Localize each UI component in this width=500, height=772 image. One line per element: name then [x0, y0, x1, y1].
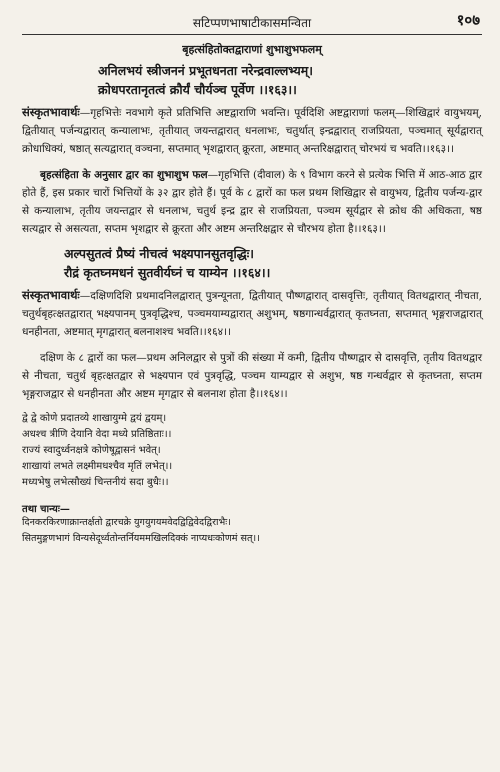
commentary-text: —गृहभित्तेः नवभागे कृते प्रतिभित्ति अष्टद्वाराणि भवन्ति। पूर्वदिशि अष्टद्वाराणां फलम्—शिखिद्वारं वायुभयम्, द्वितीयात् पर्जन्यद्वारात् कन्यालाभः, तृतीयात् जयन्तद्वारात् धनलाभः, चतुर्थात् इन्द्रद्वारात् राजप्रियता, पञ्चमात् सूर्यद्वारात् क्रोधाधिक्यं, षष्ठात् सत्यद्वारात् वञ्चना, सप्तमात् भृशद्वारात् क्रूरता, अष्टमात् अन्तरिक्षद्वारात् चोरभयं च भवति।।१६३।। [22, 107, 482, 155]
commentary-text: —दक्षिणदिशि प्रथमादनिलद्वारात् पुत्रन्यूनता, द्वितीयात् पौष्णद्वारात् दासवृत्तिः, तृतीयात् वितथद्वारात् नीचता, चतुर्थबृहत्क्षतद्वारात् भक्ष्यपानम् पुत्रवृद्धिश्च, पञ्चमयाम्यद्वारात् अशुभम्, षष्ठगान्धर्वद्वारात् कृतघ्नता, सप्तमात् भृङ्गराजद्वारात् धनहीनता, अष्टमात् मृगद्वारात् बलनाशश्च भवति।।१६४।। [22, 290, 482, 338]
verse-line: अनिलभयं स्त्रीजननं प्रभूतधनता नरेन्द्रवाल्लभ्यम्। [98, 63, 313, 78]
hindi-heading: बृहत्संहिता के अनुसार द्वार का शुभाशुभ फल [40, 169, 208, 181]
page-number: १०७ [456, 11, 480, 29]
page-header [22, 0, 482, 40]
quoted-line: मध्यभेषु लभेत्सौख्यं चिन्तनीयं सदा बुधैः।। [22, 477, 169, 488]
verse-163 [22, 61, 482, 99]
header-rule [22, 34, 482, 35]
quoted-verses [22, 411, 482, 491]
also-verses [22, 515, 482, 547]
quoted-line: अधश्च त्रीणि देयानि वेदा मध्ये प्रतिष्ठिताः।। [22, 429, 172, 440]
also-line: सितमुङ्गणभागं विन्यसेदूर्ध्वतोन्तर्नियममखिलदिक्कं नाप्यधःकोणमं सत्।। [22, 533, 260, 544]
sanskrit-commentary-164 [22, 286, 482, 341]
verse-line: रौद्रं कृतघ्नमधनं सुतवीर्यघ्नं च याम्येन ।।१६४।। [64, 265, 271, 280]
quoted-line: राज्यं स्वादुर्ध्वनक्षत्रे कोणेषूद्वासनं भवेत्। [22, 445, 161, 456]
verse-line: अल्पसुतत्वं प्रैष्यं नीचत्वं भक्ष्यपानसुतवृद्धिः। [64, 246, 254, 261]
quoted-line: शाखायां लभते लक्ष्मीमधश्चैव मृतिं लभेत्।। [22, 461, 173, 472]
also-line: दिनकरकिरणाक्रान्तर्क्षतो द्वारचक्रे युगयुगयमवेदद्विद्विवेदद्विराभैः। [22, 517, 231, 528]
hindi-text: —गृहभित्ति (दीवाल) के ९ विभाग करने से प्रत्येक भित्ति में आठ-आठ द्वार होते हैं, इस प्रकार चारों भित्तियों के ३२ द्वार होते हैं। पूर्व के ८ द्वारों का फल प्रथम शिखिद्वार से वायुभय, द्वितीय पर्जन्य-द्वार से कन्यालाभ, तृतीय जयन्तद्वार से धनलाभ, चतुर्थ इन्द्र द्वार से राजप्रियता, पञ्चम सूर्यद्वार से क्रोध की अधिकता, षष्ठ सत्यद्वार से असत्यता, सप्तम भृशद्वार से क्रूरता और अष्टम अन्तरिक्षद्वार से चौरभय होता है।।१६३।। [22, 169, 483, 235]
verse-line: क्रोधपरतानृतत्वं क्रौर्यं चौर्यञ्च पूर्वेण ।।१६३।। [98, 82, 297, 97]
commentary-label: संस्कृतभावार्थः [22, 105, 80, 119]
also-label: तथा चान्यः— [22, 504, 70, 515]
commentary-label: संस्कृतभावार्थः [22, 288, 80, 302]
running-head: सटिप्पणभाषाटीकासमन्विता [192, 16, 312, 30]
hindi-commentary-164: दक्षिण के ८ द्वारों का फल—प्रथम अनिलद्वार से पुत्रों की संख्या में कमी, द्वितीय पौष्णद्वार से दासवृत्ति, तृतीय वितथद्वार से नीचता, चतुर्थ बृहत्क्षतद्वार से भक्ष्यपान एवं पुत्रवृद्धि, पञ्चम याम्यद्वार से अशुभ, षष्ठ गन्धर्वद्वार से कृतघ्नता, सप्तम भृङ्गराजद्वार से धनहीनता और अष्टम मृगद्वार से बलनाश होता है।।१६४।। [22, 352, 482, 400]
hindi-commentary-163 [22, 166, 482, 238]
section-heading: बृहत्संहितोक्तद्वाराणां शुभाशुभफलम् [182, 43, 322, 56]
sanskrit-commentary-163 [22, 103, 482, 158]
quoted-line: द्वे द्वे कोणे प्रदातव्ये शाखायुग्मे द्वयं द्वयम्। [22, 413, 167, 424]
verse-164 [22, 244, 482, 282]
